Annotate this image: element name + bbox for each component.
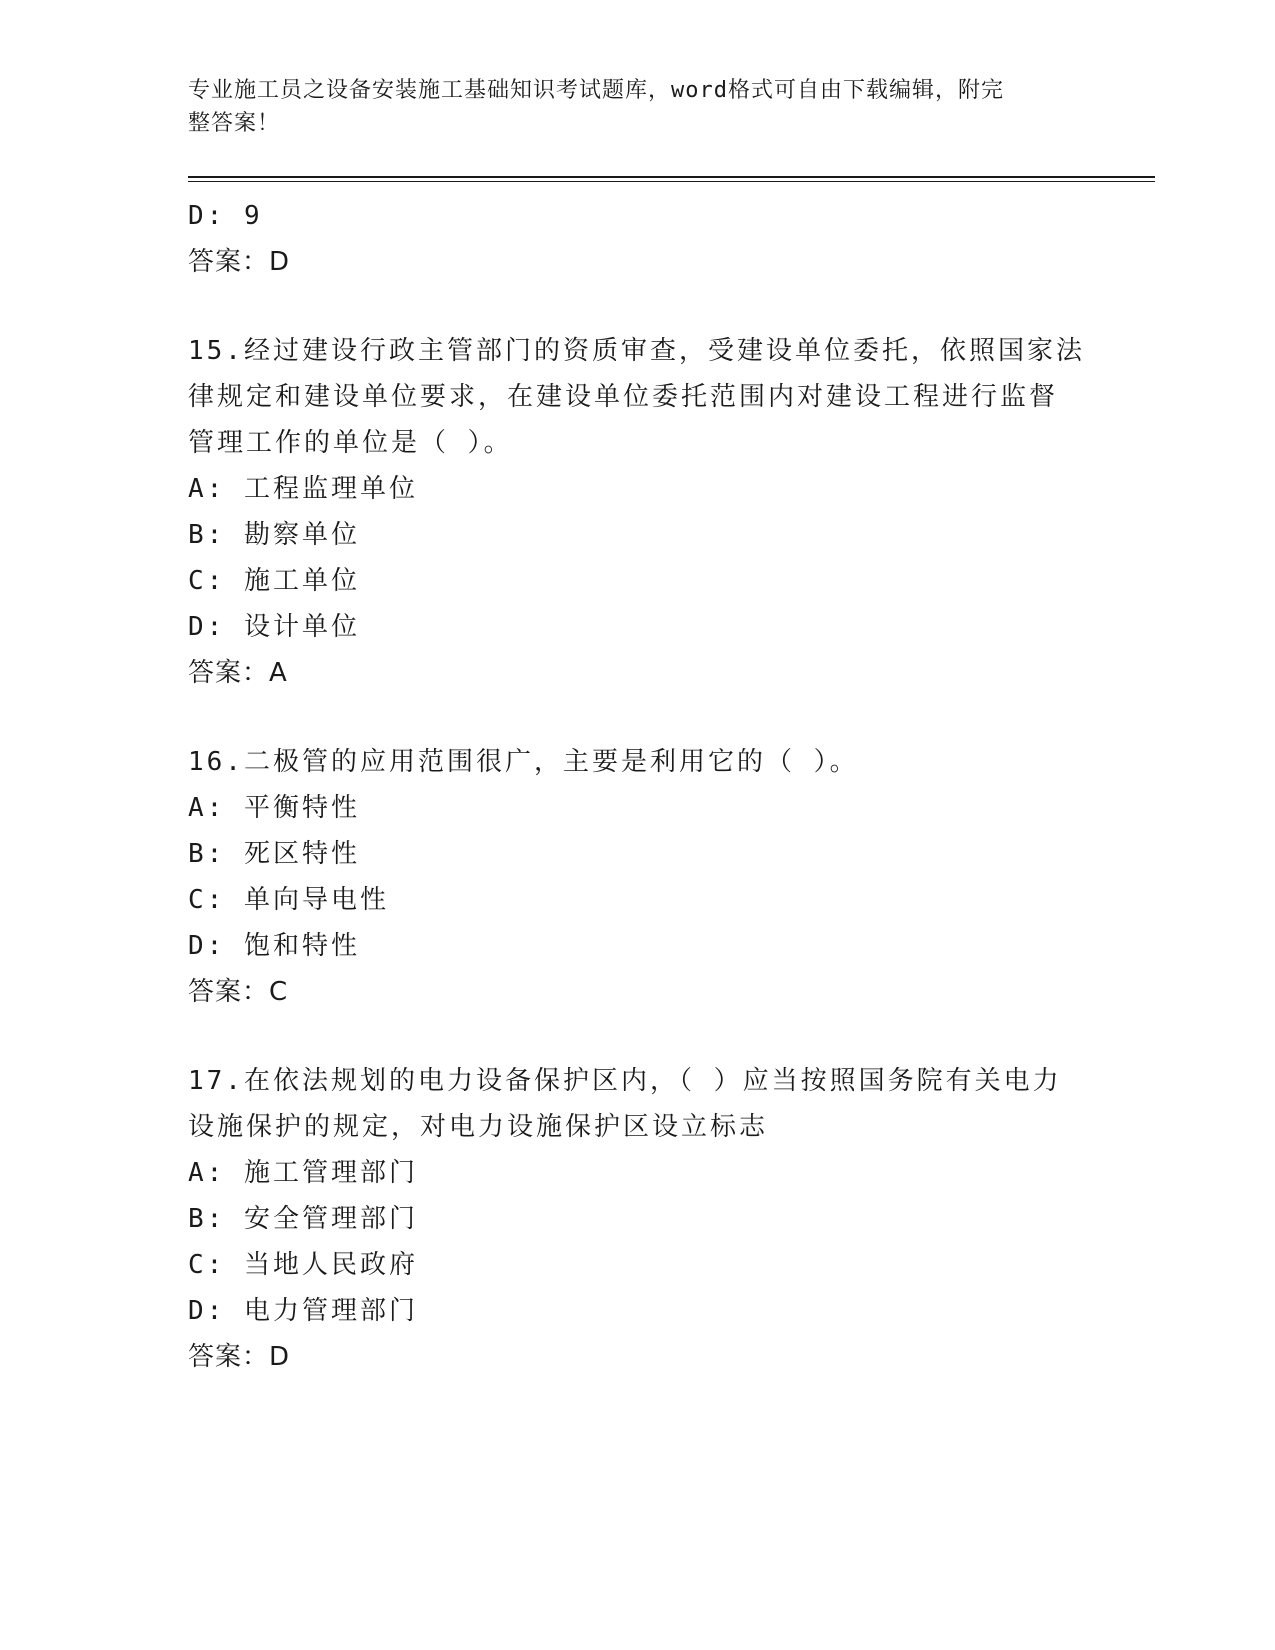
answer-line: 答案：D <box>188 247 291 277</box>
answer-line: 答案：D <box>188 1342 291 1372</box>
option-a: A: 施工管理部门 <box>188 1158 418 1188</box>
option-c: C: 当地人民政府 <box>188 1250 418 1280</box>
option-d: D: 9 <box>188 201 263 231</box>
option-b: B: 死区特性 <box>188 839 360 869</box>
option-a: A: 工程监理单位 <box>188 474 418 504</box>
header-title-line-2: 整答案！ <box>188 111 281 136</box>
question-content <box>188 193 1088 1380</box>
option-d: D: 设计单位 <box>188 612 360 642</box>
document-header <box>188 74 1068 140</box>
answer-line: 答案：A <box>188 658 288 688</box>
question-text-line: 16.二极管的应用范围很广，主要是利用它的（ ）。 <box>188 747 859 777</box>
question-15 <box>188 328 1088 696</box>
option-d: D: 饱和特性 <box>188 931 360 961</box>
spacer <box>188 696 1088 739</box>
option-b: B: 安全管理部门 <box>188 1204 418 1234</box>
question-text-line: 17.在依法规划的电力设备保护区内，（ ）应当按照国务院有关电力 <box>188 1066 1062 1096</box>
question-17 <box>188 1058 1088 1380</box>
question-text-line: 设施保护的规定，对电力设施保护区设立标志 <box>188 1112 769 1142</box>
header-title-line-1: 专业施工员之设备安装施工基础知识考试题库，word格式可自由下载编辑，附完 <box>188 78 1004 103</box>
spacer <box>188 285 1088 328</box>
question-text-line: 律规定和建设单位要求，在建设单位委托范围内对建设工程进行监督 <box>188 382 1059 412</box>
option-c: C: 单向导电性 <box>188 885 389 915</box>
question-16 <box>188 739 1088 1015</box>
question-text-line: 15.经过建设行政主管部门的资质审查，受建设单位委托，依照国家法 <box>188 336 1085 366</box>
answer-line: 答案：C <box>188 977 289 1007</box>
previous-question-tail <box>188 193 1088 285</box>
question-text-line: 管理工作的单位是（ ）。 <box>188 428 513 458</box>
option-d: D: 电力管理部门 <box>188 1296 418 1326</box>
option-a: A: 平衡特性 <box>188 793 360 823</box>
option-b: B: 勘察单位 <box>188 520 360 550</box>
spacer <box>188 1015 1088 1058</box>
header-divider-thick <box>188 176 1155 178</box>
header-divider-thin <box>188 181 1155 182</box>
option-c: C: 施工单位 <box>188 566 360 596</box>
